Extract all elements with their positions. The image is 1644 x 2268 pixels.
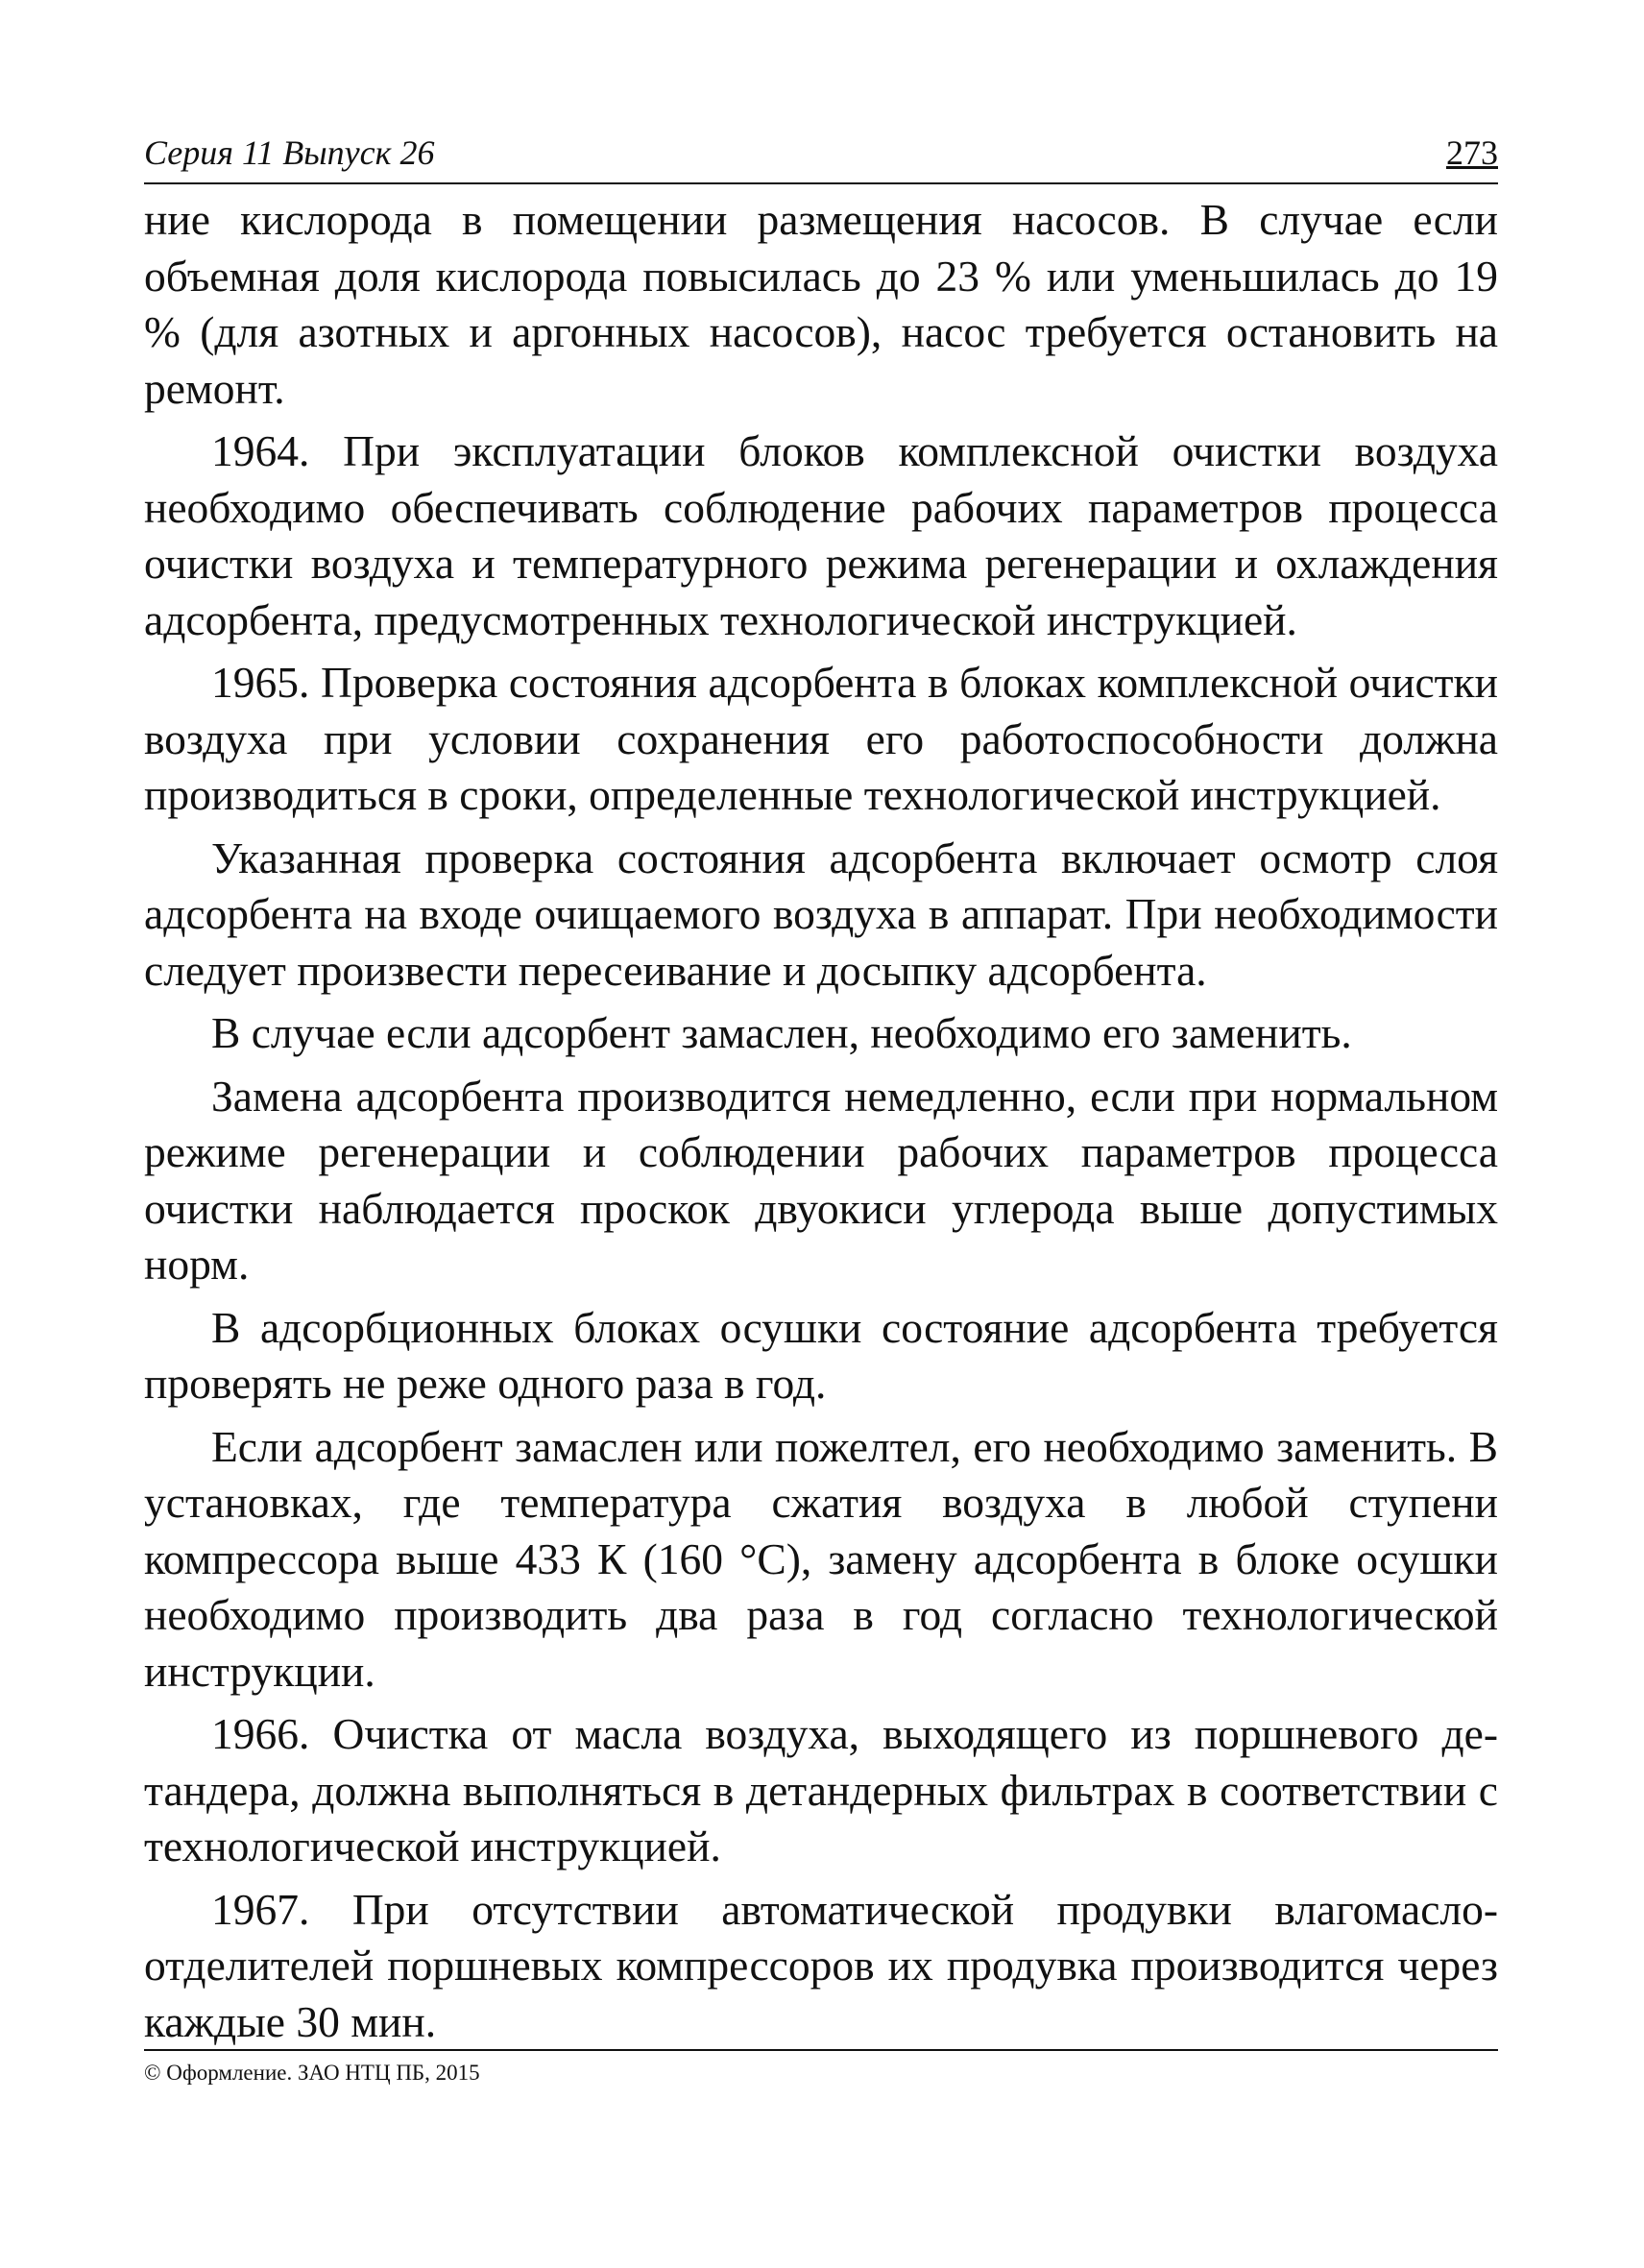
body-text xyxy=(144,192,1498,2050)
running-header xyxy=(144,125,1498,184)
paragraph-1967: 1967. При отсутствии автоматической продувки влагомаслоотделителей поршневых компрессоров их продувка производится через каждые 30 мин. xyxy=(144,1884,1498,2046)
page xyxy=(144,125,1498,2057)
paragraph-oiled-adsorbent: В случае если адсорбент замаслен, необходимо его заменить. xyxy=(211,1008,1352,1057)
paragraph-continuation: ние кислорода в помещении размещения насосов. В случае если объемная доля кислорода повысилась до 23 % или уменьшилась до 19 % (для азотных и аргонных насосов), насос требуется остановить на ремонт. xyxy=(144,195,1498,413)
paragraph-immediate-replacement: Замена адсорбента производится немедленно, если при нормальном режиме регенерации и соблюдении рабочих параметров процесса очистки наблюдается проскок двуокиси углерода выше допустимых норм. xyxy=(144,1071,1498,1289)
series-title: Серия 11 Выпуск 26 xyxy=(144,133,435,172)
copyright-notice: © Оформление. ЗАО НТЦ ПБ, 2015 xyxy=(144,2061,480,2085)
paragraph-1964: 1964. При эксплуатации блоков комплексной очистки воздуха необходимо обеспечивать соблюдение рабочих параметров процесса очистки воздуха и температурного режима регенерации и охлаждения адсорбента, предусмотренных технологической инструкцией. xyxy=(144,426,1498,644)
paragraph-1966: 1966. Очистка от масла воздуха, выходящего из поршневого детандера, должна выполняться в детандерных фильтрах в соответствии с технологической инструкцией. xyxy=(144,1709,1498,1870)
paragraph-yellowed-adsorbent: Если адсорбент замаслен или пожелтел, его необходимо заменить. В установках, где температура сжатия воздуха в любой ступени компрессора выше 433 К (160 °С), замену адсорбента в блоке осушки необходимо производить два раза в год согласно технологической инструкции. xyxy=(144,1421,1498,1696)
page-number: 273 xyxy=(1446,133,1498,172)
paragraph-1965: 1965. Проверка состояния адсорбента в блоках комплексной очистки воздуха при условии сохранения его работоспособности должна производиться в сроки, определенные технологической инструкцией. xyxy=(144,658,1498,819)
paragraph-drying-blocks: В адсорбционных блоках осушки состояние адсорбента требуется проверять не реже одного раза в год. xyxy=(144,1302,1498,1408)
footer xyxy=(144,2049,1498,2086)
paragraph-check-description: Указанная проверка состояния адсорбента включает осмотр слоя адсорбента на входе очищаемого воздуха в аппарат. При необходимости следует произвести пересеивание и досыпку адсорбента. xyxy=(144,832,1498,995)
